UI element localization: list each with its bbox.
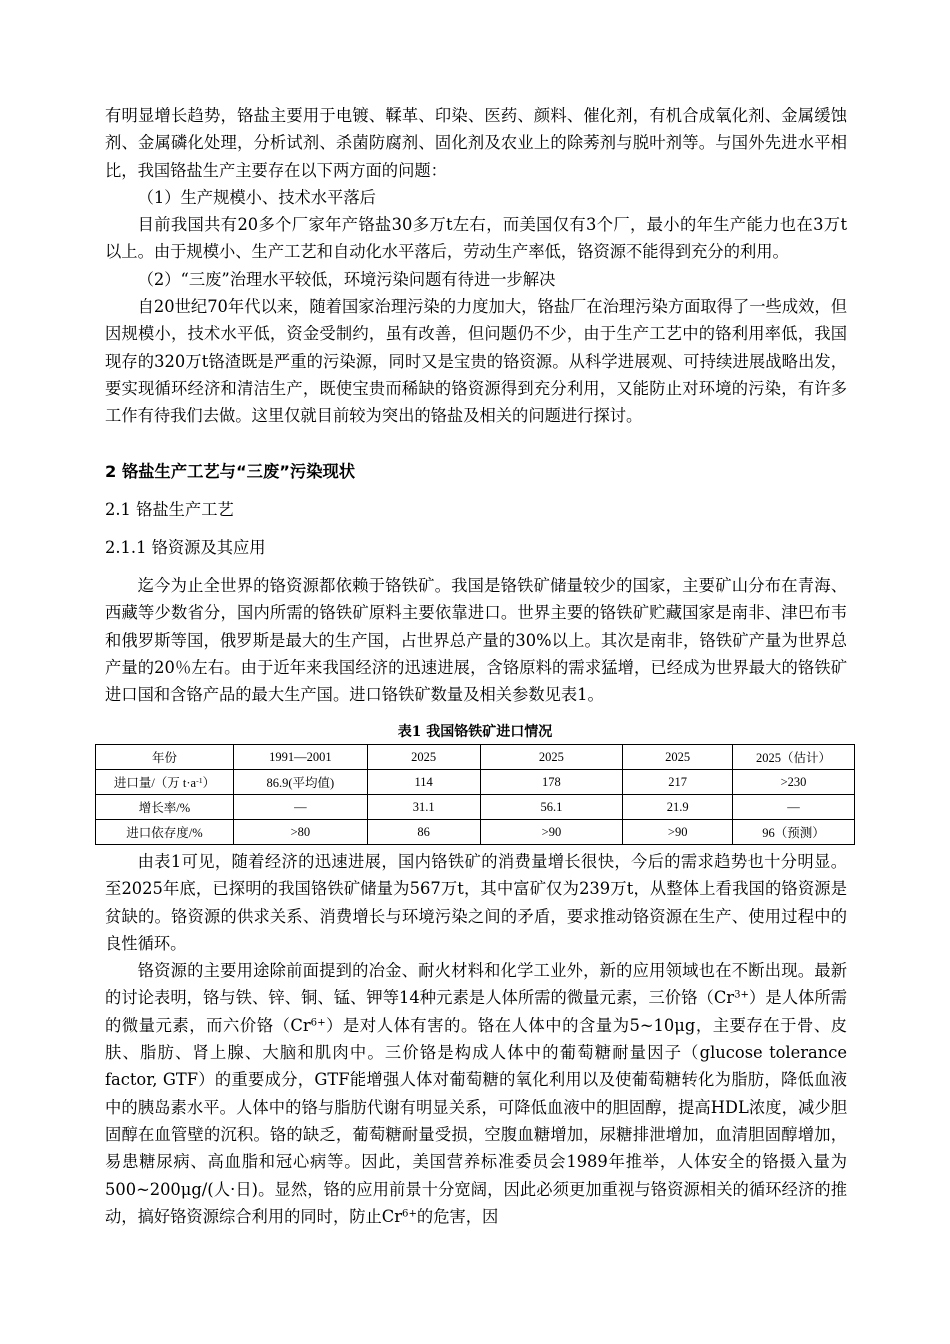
row-label-superscript: -1 xyxy=(196,775,203,785)
intro-paragraph: 有明显增长趋势，铬盐主要用于电镀、鞣革、印染、医药、颜料、催化剂，有机合成氧化剂、金属缓蚀剂、金属磷化处理，分析试剂、杀菌防腐剂、固化剂及农业上的除莠剂与脱叶剂等。与国外先进水平相比，我国铬盐生产主要存在以下两方面的问题： xyxy=(105,106,847,180)
heading-section-2-1: 2.1 铬盐生产工艺 xyxy=(105,500,234,519)
table-header-row xyxy=(96,745,855,770)
item-2-body: 自20世纪70年代以来，随着国家治理污染的力度加大，铬盐厂在治理污染方面取得了一些成效，但因规模小，技术水平低，资金受制约，虽有改善，但问题仍不少，由于生产工艺中的铬利用率低，我国现存的320万t铬渣既是严重的污染源，同时又是宝贵的铬资源。从科学进展观、可持续进展战略出发，要实现循环经济和清洁生产，既使宝贵而稀缺的铬资源得到充分利用，又能防止对环境的污染，有许多工作有待我们去做。这里仅就目前较为突出的铬盐及相关的问题进行探讨。 xyxy=(105,297,847,426)
table-cell: 96（预测） xyxy=(733,820,855,845)
item-1-body: 目前我国共有20多个厂家年产铬盐30多万t左右，而美国仅有3个厂，最小的年生产能力也在3万t以上。由于规模小、生产工艺和自动化水平落后，劳动生产率低，铬资源不能得到充分的利用。 xyxy=(105,215,847,262)
section-after-table xyxy=(105,848,847,1230)
table-cell: 56.1 xyxy=(480,795,623,820)
table-row xyxy=(96,795,855,820)
header-cell: 年份 xyxy=(96,745,234,770)
cr6-superscript-2: 6+ xyxy=(402,1208,417,1220)
table-cell: 21.9 xyxy=(623,795,733,820)
table-cell: 178 xyxy=(480,770,623,795)
resource-text xyxy=(105,572,847,708)
cr3-superscript: 3+ xyxy=(734,989,749,1001)
item-1-title: （1）生产规模小、技术水平落后 xyxy=(137,187,376,207)
row-label: 增长率/% xyxy=(96,795,234,820)
heading-section-2: 2 铬盐生产工艺与“三废”污染现状 xyxy=(105,462,356,481)
import-table xyxy=(95,744,855,845)
table-cell: 86.9(平均值) xyxy=(233,770,367,795)
table-row xyxy=(96,820,855,845)
row-label: 进口依存度/% xyxy=(96,820,234,845)
table-caption: 表1 我国铬铁矿进口情况 xyxy=(397,724,553,740)
table-row xyxy=(96,770,855,795)
header-cell: 2025 xyxy=(480,745,623,770)
table-cell: 217 xyxy=(623,770,733,795)
table-cell: — xyxy=(733,795,855,820)
section-1-text xyxy=(105,102,847,430)
heading-section-2-1-1: 2.1.1 铬资源及其应用 xyxy=(105,538,266,557)
table-cell: >80 xyxy=(233,820,367,845)
health-text-3: ）是对人体有害的。铬在人体中的含量为5~10μg，主要存在于骨、皮肤、脂肪、肾上腺、大脑和肌肉中。三价铬是构成人体中的葡萄糖耐量因子（glucose tolerance factor, GTF）的重要成分，GTF能增强人体对葡萄糖的氧化利用以及使葡萄糖转化为脂肪，降低血液中的胰岛素水平。人体中的铬与脂肪代谢有明显关系，可降低血液中的胆固醇，提高HDL浓度，减少胆固醇在血管壁的沉积。铬的缺乏，葡萄糖耐量受损，空腹血糖增加，尿糖排泄增加，血清胆固醇增加，易患糖尿病、高血脂和冠心病等。因此，美国营养标准委员会1989年推举，人体安全的铬摄入量为500~200μg/(人·日)。显然，铬的应用前景十分宽阔，因此必须更加重视与铬资源相关的循环经济的推动，搞好铬资源综合利用的同时，防止Cr xyxy=(105,1015,847,1226)
table-cell: >90 xyxy=(623,820,733,845)
table-cell: 31.1 xyxy=(367,795,480,820)
row-label-end: ） xyxy=(202,776,216,790)
item-2-title: （2）“三废”治理水平较低，环境污染问题有待进一步解决 xyxy=(137,269,556,289)
health-text-4: 的危害，因 xyxy=(416,1206,499,1226)
row-label xyxy=(96,770,234,795)
table-cell: 86 xyxy=(367,820,480,845)
header-cell: 2025（估计） xyxy=(733,745,855,770)
header-cell: 2025 xyxy=(623,745,733,770)
cr6-superscript: 6+ xyxy=(310,1017,326,1029)
health-paragraph xyxy=(105,957,847,1230)
row-label-main: 进口量/（万 t·a xyxy=(113,776,197,790)
table-discussion-paragraph: 由表1可见，随着经济的迅速进展，国内铬铁矿的消费量增长很快，今后的需求趋势也十分明显。至2025年底，已探明的我国铬铁矿储量为567万t，其中富矿仅为239万t，从整体上看我国的铬资源是贫缺的。铬资源的供求关系、消费增长与环境污染之间的矛盾，要求推动铬资源在生产、使用过程中的良性循环。 xyxy=(105,852,847,953)
table-cell: >90 xyxy=(480,820,623,845)
header-cell: 1991—2001 xyxy=(233,745,367,770)
table-cell: >230 xyxy=(733,770,855,795)
resource-paragraph: 迄今为止全世界的铬资源都依赖于铬铁矿。我国是铬铁矿储量较少的国家，主要矿山分布在青海、西藏等少数省分，国内所需的铬铁矿原料主要依靠进口。世界主要的铬铁矿贮藏国家是南非、津巴布韦和俄罗斯等国，俄罗斯是最大的生产国，占世界总产量的30%以上。其次是南非，铬铁矿产量为世界总产量的20％左右。由于近年来我国经济的迅速进展，含铬原料的需求猛增，已经成为世界最大的铬铁矿进口国和含铬产品的最大生产国。进口铬铁矿数量及相关参数见表1。 xyxy=(105,576,847,705)
table-cell: 114 xyxy=(367,770,480,795)
health-text-2: ）是人体所需的微量元素，而六价铬（Cr xyxy=(105,988,847,1035)
table-cell: — xyxy=(233,795,367,820)
header-cell: 2025 xyxy=(367,745,480,770)
health-text-1: 铬资源的主要用途除前面提到的冶金、耐火材料和化学工业外，新的应用领域也在不断出现。最新的讨论表明，铬与铁、锌、铜、锰、钾等14种元素是人体所需的微量元素，三价铬（Cr xyxy=(105,961,847,1008)
